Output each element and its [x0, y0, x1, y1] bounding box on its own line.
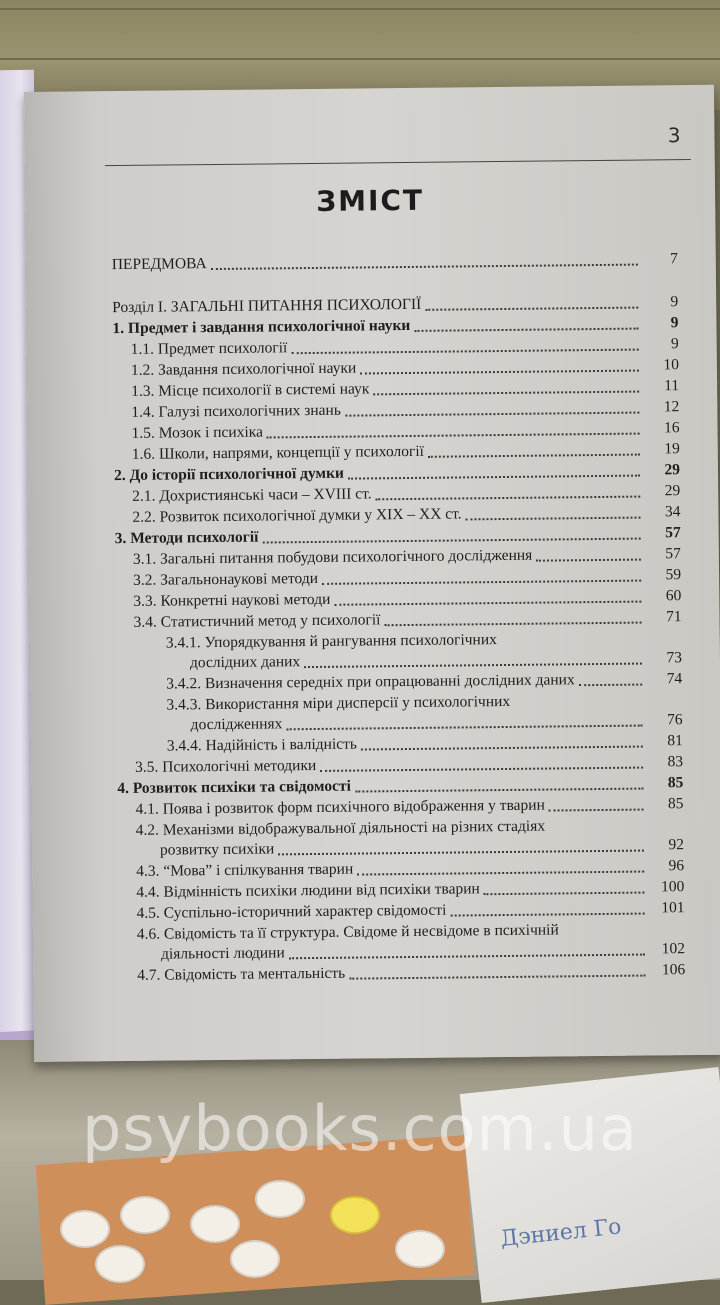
toc-entry	[112, 249, 678, 275]
toc-entry-title: 4.6. Свідомість та її структура. Свідоме й несвідоме в психічній	[136, 921, 559, 943]
toc-entry-page: 11	[664, 377, 680, 395]
toc-entry-title: 1.5. Мозок і психіка	[131, 423, 264, 442]
sheep-icon	[190, 1205, 240, 1243]
dot-leader	[289, 954, 645, 960]
toc-entry-title-cont: діяльності людини	[160, 944, 285, 963]
right-book-title: Дэниел Го	[499, 1214, 623, 1252]
toc-entry-title: ПЕРЕДМОВА	[111, 255, 207, 274]
dot-leader	[345, 412, 640, 417]
header-rule	[105, 159, 691, 166]
toc-entry	[116, 628, 682, 674]
dot-leader	[291, 349, 638, 355]
dot-leader	[304, 663, 642, 669]
toc-entry-title: 4. Розвиток психіки та свідомості	[117, 777, 351, 798]
dot-leader	[355, 788, 643, 793]
dot-leader	[286, 725, 642, 731]
toc-entry-title: 2.2. Розвиток психологічної думки у XIX – XX ст.	[132, 505, 462, 526]
toc-entry-page: 81	[667, 732, 683, 750]
page-number: 3	[667, 123, 681, 148]
toc-entry-title: 3.4.4. Надійність і валідність	[166, 735, 358, 755]
toc-entry	[116, 690, 682, 736]
toc-entry-page: 59	[665, 566, 682, 584]
toc-entry-title: 4.5. Суспільно-історичний характер свідомості	[136, 901, 447, 922]
dot-leader	[357, 871, 644, 876]
sheep-icon	[395, 1230, 445, 1268]
toc-entry-title: 4.1. Поява і розвиток форм психічного відображення у тварин	[135, 796, 545, 818]
toc-entry-title: 4.4. Відмінність психіки людини від психіки тварин	[136, 880, 480, 901]
toc-entry-title: 1.2. Завдання психологічної науки	[130, 359, 357, 379]
toc-entry-title: 2. До історії психологічної думки	[113, 464, 344, 485]
toc-entry-title-cont: розвитку психіки	[159, 840, 275, 859]
dot-leader	[211, 264, 638, 270]
toc-entry-title-cont: дослідженнях	[190, 715, 283, 734]
toc-entry-page: 7	[669, 250, 678, 268]
dot-leader	[428, 454, 640, 458]
dot-leader	[536, 559, 641, 562]
dot-leader	[384, 622, 641, 627]
sheep-icon	[230, 1240, 280, 1278]
toc-entry-title: 4.7. Свідомість та ментальність	[137, 964, 346, 984]
toc-entry-page: 57	[665, 545, 681, 563]
dot-leader	[484, 892, 645, 896]
sheep-icon	[330, 1196, 380, 1234]
toc-entry-title-cont: дослідних даних	[189, 653, 301, 672]
toc-entry-page: 9	[670, 335, 679, 353]
toc-entry-title: 3.2. Загальнонаукові методи	[133, 569, 319, 589]
toc-entry-page: 106	[661, 961, 686, 979]
watermark: psybooks.com.ua	[82, 1092, 638, 1165]
toc-entry-page: 74	[666, 670, 683, 688]
dot-leader	[549, 809, 644, 812]
toc-entry-page: 100	[661, 878, 685, 896]
toc-entry-title: 3.1. Загальні питання побудови психологічного дослідження	[132, 546, 533, 568]
toc-entry-title: 3.4. Статистичний метод у психології	[133, 611, 381, 631]
toc-entry-page: 60	[665, 587, 682, 605]
dot-leader	[361, 746, 643, 751]
toc-entry-title: 3.3. Конкретні наукові методи	[133, 590, 331, 610]
toc-entry-page: 85	[667, 774, 684, 792]
dot-leader	[360, 370, 639, 375]
toc-entry-title: 1.6. Школи, напрями, концепції у психології	[131, 442, 424, 463]
sheep-icon	[120, 1196, 170, 1234]
dot-leader	[267, 433, 640, 439]
dot-leader	[278, 850, 644, 856]
sheep-icon	[60, 1210, 110, 1248]
dot-leader	[262, 538, 640, 544]
toc-entry-page: 73	[666, 649, 683, 667]
toc-entry-title: 2.1. Дохристиянські часи – XVIII ст.	[132, 485, 372, 505]
toc-entry-page: 76	[667, 711, 683, 729]
toc-entry-title: 3. Методи психології	[114, 528, 259, 548]
toc-entry-page: 71	[665, 608, 682, 626]
toc-entry-title: 4.2. Механізми відображувальної діяльності на різних стадіях	[135, 817, 546, 839]
toc-entry	[119, 919, 685, 965]
dot-leader	[450, 913, 644, 917]
dot-leader	[414, 328, 638, 332]
toc-entry-title: 1.3. Місце психології в системі наук	[131, 380, 370, 400]
toc-entry-title: 3.4.1. Упорядкування й рангування психологічних	[165, 631, 497, 652]
dot-leader	[376, 496, 641, 501]
toc-entry-page: 85	[667, 795, 684, 813]
toc-entry-page: 9	[670, 293, 679, 311]
toc-entry-title: 1.4. Галузі психологічних знань	[131, 401, 341, 421]
toc-entry-page: 102	[661, 940, 686, 958]
toc-entry-page: 101	[661, 899, 685, 917]
dot-leader	[466, 517, 641, 521]
toc-entry-title: 3.4.3. Використання міри дисперсії у психологічних	[166, 692, 511, 714]
toc-entry-title: 1. Предмет і завдання психологічної науки	[112, 316, 411, 338]
sheep-icon	[255, 1180, 305, 1218]
toc-entry-title: 3.5. Психологічні методики	[134, 756, 317, 776]
toc-entry-title: Розділ I. ЗАГАЛЬНІ ПИТАННЯ ПСИХОЛОГІЇ	[112, 295, 422, 317]
toc-entry-page: 19	[664, 440, 680, 458]
toc-entry-page: 29	[664, 461, 681, 479]
toc-entry-page: 96	[668, 857, 685, 875]
toc-entry-page: 12	[663, 398, 680, 416]
dot-leader	[334, 601, 641, 606]
toc-entry-page: 9	[670, 314, 679, 332]
toc-entry-page: 83	[667, 753, 684, 771]
toc-page	[24, 85, 720, 1062]
sheep-icon	[95, 1245, 145, 1283]
table-of-contents	[112, 249, 686, 987]
dot-leader	[425, 307, 638, 311]
toc-entry-title: 4.3. “Мова” і спілкування тварин	[136, 860, 354, 880]
toc-entry-title: 3.4.2. Визначення середніх при опрацюванні дослідних даних	[166, 671, 575, 693]
page-title: ЗМІСТ	[316, 183, 425, 218]
toc-entry-page: 16	[663, 419, 680, 437]
toc-entry-page: 92	[668, 836, 685, 854]
dot-leader	[373, 391, 639, 396]
toc-entry	[118, 815, 684, 861]
dot-leader	[349, 975, 645, 980]
dot-leader	[348, 475, 640, 480]
dot-leader	[579, 684, 643, 687]
dot-leader	[320, 767, 643, 772]
toc-entry-page: 57	[665, 524, 681, 542]
toc-entry-page: 34	[664, 503, 681, 521]
dot-leader	[322, 580, 641, 585]
toc-entry-title: 1.1. Предмет психології	[130, 339, 288, 358]
toc-entry-page: 10	[663, 356, 679, 374]
toc-entry-page: 29	[664, 482, 681, 500]
